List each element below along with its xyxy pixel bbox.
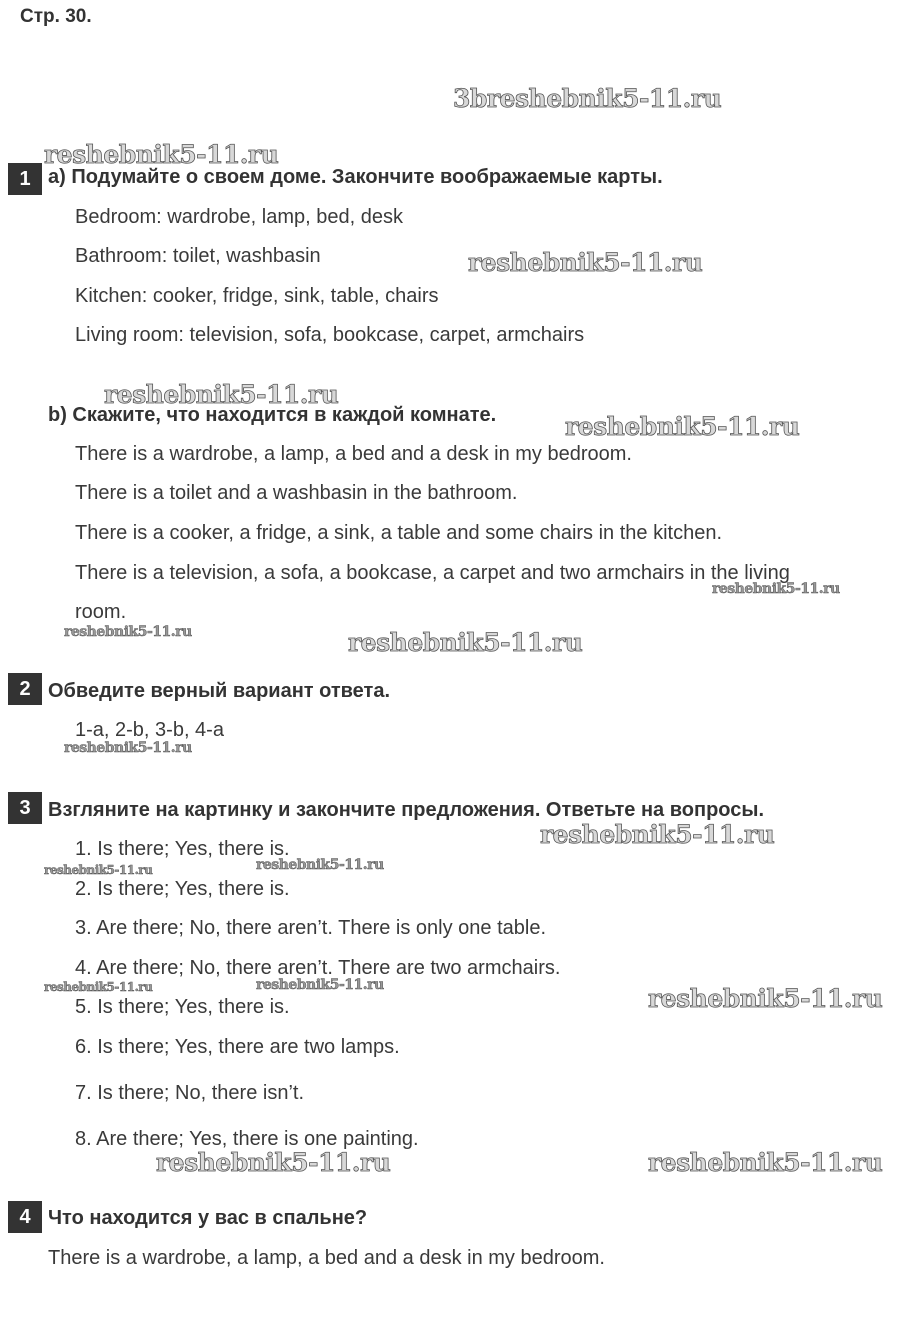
answer-line: 5. Is there; Yes, there is. [75, 996, 290, 1018]
watermark: reshebnik5-11.ru [104, 380, 339, 409]
answer-line: 8. Are there; Yes, there is one painting. [75, 1128, 419, 1150]
watermark: reshebnik5-11.ru [468, 248, 703, 277]
exercise-heading: b) Скажите, что находится в каждой комнате. [48, 404, 497, 426]
answer-line: 2. Is there; Yes, there is. [75, 878, 290, 900]
exercise-heading: Обведите верный вариант ответа. [48, 680, 391, 702]
answer-line: Living room: television, sofa, bookcase, carpet, armchairs [75, 324, 585, 346]
answer-line: 1-a, 2-b, 3-b, 4-a [75, 719, 224, 741]
watermark: reshebnik5-11.ru [256, 977, 384, 993]
watermark: reshebnik5-11.ru [44, 863, 153, 877]
watermark: reshebnik5-11.ru [540, 820, 775, 849]
exercise-heading: a) Подумайте о своем доме. Закончите воображаемые карты. [48, 166, 663, 188]
exercise-number-badge: 4 [8, 1201, 42, 1233]
watermark: reshebnik5-11.ru [44, 140, 279, 169]
answer-line: Bathroom: toilet, washbasin [75, 245, 321, 267]
page-number: Стр. 30. [20, 6, 92, 27]
answer-line: room. [75, 601, 127, 623]
exercise-heading: Что находится у вас в спальне? [48, 1207, 368, 1229]
answer-line: There is a wardrobe, a lamp, a bed and a desk in my bedroom. [75, 443, 632, 465]
watermark: reshebnik5-11.ru [565, 412, 800, 441]
watermark: reshebnik5-11.ru [256, 857, 384, 873]
exercise-number-badge: 2 [8, 673, 42, 705]
watermark: reshebnik5-11.ru [64, 740, 192, 756]
answer-line: 4. Are there; No, there aren’t. There are two armchairs. [75, 957, 561, 979]
answer-line: 7. Is there; No, there isn’t. [75, 1082, 304, 1104]
watermark: reshebnik5-11.ru [64, 624, 192, 640]
answer-line: There is a television, a sofa, a bookcase, a carpet and two armchairs in the living [75, 562, 790, 584]
watermark: reshebnik5-11.ru [648, 1148, 883, 1177]
exercise-heading: Взгляните на картинку и закончите предложения. Ответьте на вопросы. [48, 799, 764, 821]
answer-line: There is a wardrobe, a lamp, a bed and a desk in my bedroom. [48, 1247, 605, 1269]
watermark: reshebnik5-11.ru [44, 980, 153, 994]
answer-line: Bedroom: wardrobe, lamp, bed, desk [75, 206, 403, 228]
answer-line: 1. Is there; Yes, there is. [75, 838, 290, 860]
watermark: reshebnik5-11.ru [712, 581, 840, 597]
watermark: reshebnik5-11.ru [156, 1148, 391, 1177]
answer-line: 6. Is there; Yes, there are two lamps. [75, 1036, 400, 1058]
exercise-number-badge: 1 [8, 163, 42, 195]
watermark: 3breshebnik5-11.ru [453, 84, 722, 113]
answer-line: Kitchen: cooker, fridge, sink, table, chairs [75, 285, 439, 307]
watermark: reshebnik5-11.ru [348, 628, 583, 657]
answer-line: There is a cooker, a fridge, a sink, a table and some chairs in the kitchen. [75, 522, 723, 544]
watermark: reshebnik5-11.ru [648, 984, 883, 1013]
exercise-number-badge: 3 [8, 792, 42, 824]
answer-line: There is a toilet and a washbasin in the bathroom. [75, 482, 518, 504]
answer-line: 3. Are there; No, there aren’t. There is only one table. [75, 917, 547, 939]
